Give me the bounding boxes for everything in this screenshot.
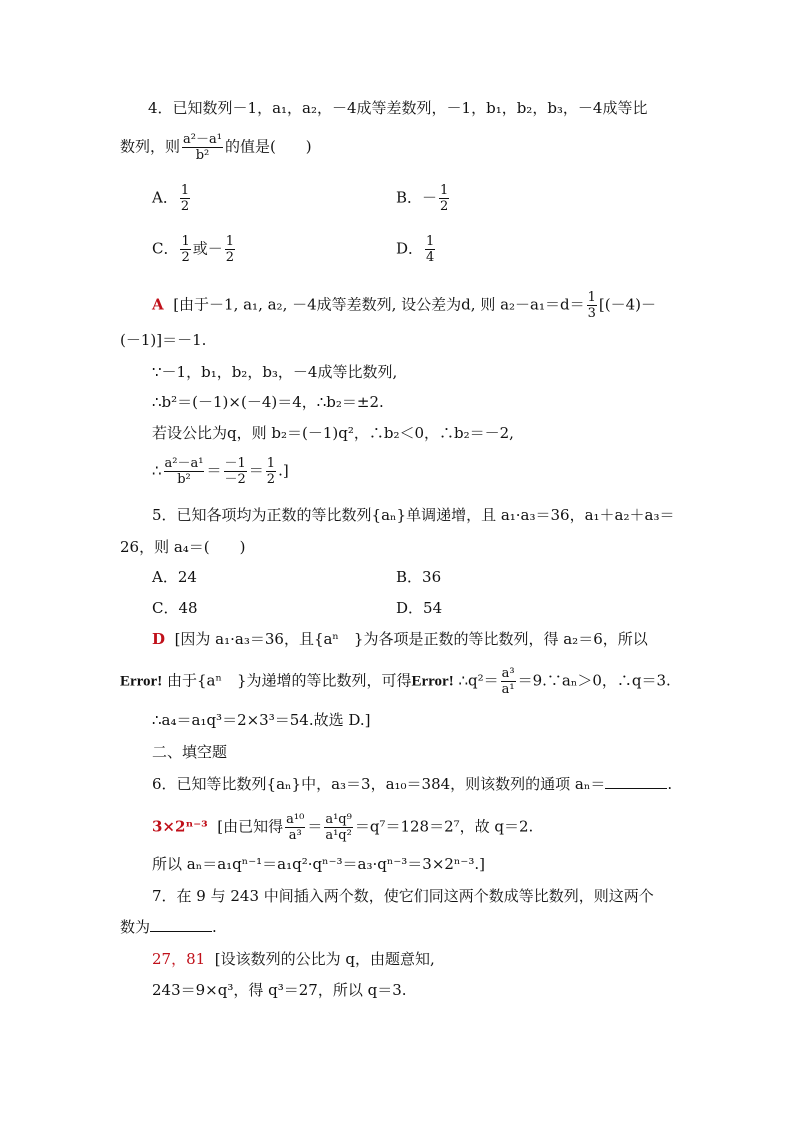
frac-num: 1 (440, 183, 449, 198)
frac-den: －2 (224, 472, 246, 487)
q4-option-c-label: C． (152, 239, 179, 258)
frac-num: 1 (266, 456, 276, 471)
q5-stem-line2: 26，则 a₄＝( ) (120, 538, 246, 556)
q7-answer-blank (150, 917, 212, 932)
q5-answer: D (152, 630, 166, 648)
q4-stem-line2 (120, 132, 312, 163)
q7-solution-line2: 243＝9×q³，得 q³＝27，所以 q＝3. (152, 981, 407, 999)
q4-solution-line1 (152, 290, 656, 321)
q4-stem-suffix: 的值是( ) (224, 137, 312, 156)
q4-option-d (396, 234, 437, 265)
frac-den: a¹q² (325, 828, 352, 843)
q4-option-a-fraction (180, 183, 190, 214)
q6-stem-text: 6．已知等比数列{aₙ}中，a₃＝3，a₁₀＝384，则该数列的通项 aₙ＝ (152, 775, 606, 793)
q4-option-c (152, 234, 237, 265)
q4-answer: A (152, 295, 164, 314)
q6-solution-line1 (152, 812, 533, 843)
q7-stem-line2-text: 数为 (120, 918, 151, 936)
frac-den: 2 (181, 250, 190, 265)
q6-sol-fraction2 (324, 812, 353, 843)
q7-stem-line2 (120, 917, 217, 937)
q4-option-a (152, 183, 192, 214)
q4-sol-line1-tail: [(－4)－ (598, 295, 656, 314)
q5-option-d: D．54 (396, 599, 443, 617)
q6-sol-fraction1 (285, 812, 305, 843)
q5-option-b: B．36 (396, 568, 442, 586)
q5-error-2: Error! (411, 673, 454, 690)
q5-sol-line2-mid: 由于{aⁿ }为递增的等比数列，可得 (162, 671, 412, 690)
q6-stem (152, 774, 672, 794)
q4-option-c-mid: 或－ (192, 239, 223, 258)
q5-sol-line2-tail: ＝9.∵aₙ＞0，∴q＝3. (517, 671, 671, 690)
q6-answer-blank (605, 774, 667, 789)
q7-stem-line1: 7．在 9 与 243 中间插入两个数，使它们同这两个数成等比数列，则这两个 (152, 887, 654, 905)
frac-den: 2 (225, 250, 235, 265)
q6-sol-tail: ＝q⁷＝128＝2⁷，故 q＝2. (354, 817, 534, 836)
equals: ＝ (307, 817, 323, 836)
q4-solution-line3: ∵－1，b₁，b₂，b₃，－4成等比数列, (152, 363, 398, 381)
q6-stem-end: . (667, 775, 673, 793)
q5-error-1: Error! (120, 673, 163, 690)
frac-num: 1 (180, 183, 190, 198)
q4-option-a-label: A． (152, 188, 178, 207)
q4-solution-line6 (152, 456, 289, 487)
q5-sol-fraction (501, 666, 516, 697)
q4-stem-prefix: 数列，则 (120, 137, 181, 156)
q5-solution-line1 (152, 629, 648, 649)
frac-num: －1 (224, 456, 246, 471)
q4-solution-line5: 若设公比为q，则 b₂＝(－1)q²，∴b₂＜0，∴b₂＝－2, (152, 424, 514, 442)
q4-option-d-label: D． (396, 239, 424, 258)
frac-den: 2 (266, 472, 276, 487)
frac-den: 3 (587, 306, 596, 321)
q7-sol-line1-text: [设该数列的公比为 q，由题意知, (214, 950, 435, 968)
frac-den: a³ (288, 828, 302, 843)
q4-sol6-end: .] (278, 461, 289, 480)
frac-num: a¹⁰ (286, 812, 305, 827)
frac-den: 4 (426, 250, 435, 265)
q4-sol-line1-text: [由于－1, a₁, a₂, －4成等差数列, 设公差为d, 则 a₂－a₁＝d＝ (173, 295, 585, 314)
equals: ＝ (206, 461, 222, 480)
equals: ＝ (248, 461, 264, 480)
section-title: 二、填空题 (152, 743, 228, 761)
q6-answer: 3×2ⁿ⁻³ (152, 817, 208, 836)
q4-sol6-fraction2 (224, 456, 247, 487)
q4-option-b-label: B．－ (396, 188, 438, 207)
frac-num: 1 (225, 234, 235, 249)
q4-solution-line4: ∴b²＝(－1)×(－4)＝4，∴b₂＝±2. (152, 393, 384, 411)
frac-den: 2 (440, 199, 449, 214)
frac-den: a¹ (501, 682, 515, 697)
q5-sol-line1-text: [因为 a₁·a₃＝36，且{aⁿ }为各项是正数的等比数列，得 a₂＝6，所以 (174, 630, 648, 648)
q5-option-c: C．48 (152, 599, 198, 617)
frac-num: a¹q⁹ (325, 812, 352, 827)
frac-num: 1 (181, 234, 190, 249)
frac-den: 2 (180, 199, 190, 214)
q4-stem-frac-num: a²－a¹ (183, 132, 222, 147)
q4-option-d-fraction (425, 234, 435, 265)
q4-sol6-fraction3 (266, 456, 276, 487)
q5-solution-line2 (120, 666, 671, 697)
q7-answer: 27，81 (152, 950, 206, 968)
q4-option-c-fraction2 (225, 234, 235, 265)
q4-solution-line2: (－1)]＝－1. (120, 331, 207, 349)
q4-sol6-fraction1 (164, 456, 205, 487)
q4-option-c-fraction1 (180, 234, 190, 265)
q7-solution-line1 (152, 949, 435, 969)
frac-num: 1 (426, 234, 435, 249)
q5-sol-line2-q: ∴q²＝ (453, 671, 499, 690)
q4-stem-line1: 4．已知数列－1，a₁，a₂，－4成等差数列，－1，b₁，b₂，b₃，－4成等比 (148, 99, 648, 117)
q4-sol-fraction (587, 290, 597, 321)
frac-num: a³ (501, 666, 515, 681)
q5-option-a: A．24 (152, 568, 197, 586)
q5-stem-line1: 5．已知各项均为正数的等比数列{aₙ}单调递增，且 a₁·a₃＝36，a₁＋a₂＋a₃＝ (152, 506, 675, 524)
q4-option-b (396, 183, 451, 214)
frac-num: a²－a¹ (164, 456, 204, 471)
q4-option-b-fraction (439, 183, 449, 214)
q4-sol6-prefix: ∴ (152, 461, 162, 480)
q4-stem-frac-den: b² (195, 148, 210, 163)
q6-solution-line2: 所以 aₙ＝a₁qⁿ⁻¹＝a₁q²·qⁿ⁻³＝a₃·qⁿ⁻³＝3×2ⁿ⁻³.] (152, 855, 485, 873)
q6-sol-prefix: [由已知得 (217, 817, 284, 836)
q7-stem-end: . (212, 918, 217, 936)
q5-solution-line3: ∴a₄＝a₁q³＝2×3³＝54.故选 D.] (152, 711, 371, 729)
frac-num: 1 (587, 290, 596, 305)
q4-stem-fraction (182, 132, 223, 163)
frac-den: b² (177, 472, 191, 487)
